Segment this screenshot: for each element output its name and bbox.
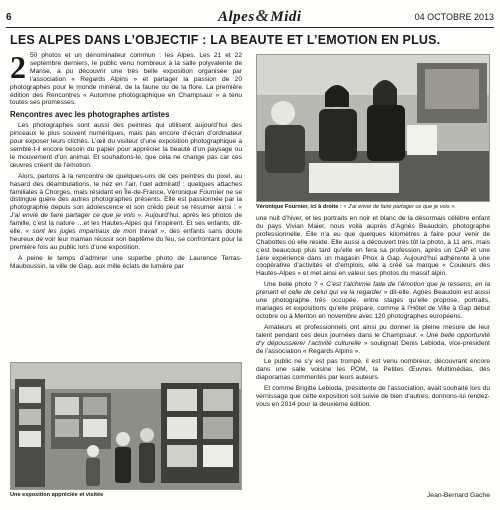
header-rule bbox=[6, 27, 494, 28]
masthead-right: Midi bbox=[270, 9, 302, 25]
paragraph-4-text-b: » dit-elle. Agnès Beaudoin est aussi une photographe très occupée, entre stages qu’elle propose, portraits, mariages et expositions qu’elle prépare, comme à l’Hôtel de Ville à Gap début octobre ou à Menton en novembre avec 120 photographes européens. bbox=[256, 289, 490, 320]
paragraph-4-quote: C’est l’alchimie faite de l’émotion que je ressens, en la prenant et celle de celui qui va la regarder bbox=[256, 281, 490, 297]
paragraph-5-text-b: » soulignait Denis Lebioda, vice-président de l’association « Regards Alpins ». bbox=[256, 339, 490, 355]
paragraph-1: Les photographes sont aussi des peintres qui utilisent aujourd’hui des pinceaux le plus souvent numériques, mais pas encore d’écran d’ordinateur pour exposer leurs clichés. L’œil du visiteur d’une exposition photographique a semblé-t-il encore besoin du papier pour apprécier la beauté d’un paysage ou le mouvement d’un animal. Et souhaitons-le, que cela ne change pas car ces œuvres créent de l’émotion. bbox=[10, 122, 242, 169]
lead-text: 50 photos et un dénominateur commun : les Alpes. Les 21 et 22 septembre derniers, le public venu nombreux à la salle polyvalente de Manse, a pu découvrir une très belle exposition organisée par l’association « Regards Alpins » et partager la passion de 20 photographes pour le monde minéral, de la faune ou de la flore. La première édition des Rencontres « Automne photographique en Champsaur » a tenu toutes ses promesses. bbox=[10, 52, 242, 107]
photo-exhibition bbox=[10, 362, 242, 490]
caption-name: Véronique Fournier, ici à droite : bbox=[256, 204, 344, 210]
paragraph-2-text-c: , des enfants sans doute heureux de voir leur maman réussir son baptême du feu, se confrontant pour la première fois au public lors d’une exposition. bbox=[10, 228, 242, 251]
masthead-left: Alpes bbox=[218, 9, 255, 25]
article-headline: LES ALPES DANS L’OBJECTIF : LA BEAUTE ET L’EMOTION EN PLUS. bbox=[10, 33, 441, 47]
paragraph-7: Et comme Brigitte Lebioda, présidente de l’association, avait souhaité lors du vernissage que cette exposition soit suivie de bien d’autres, donnons-lui rendez-vous en 2014 pour la deuxième édition. bbox=[256, 385, 490, 408]
paragraph-5 bbox=[256, 324, 490, 356]
caption-quote: « J’ai envie de faire partager ce que je vois ». bbox=[343, 204, 456, 210]
photo-bottom-caption: Une exposition appréciée et visitée bbox=[10, 492, 104, 498]
photo-photographers bbox=[256, 54, 490, 202]
paragraph-2-text-a: Alors, partons à la rencontre de quelques-uns de ces peintres du pixel, au hasard des déambulations, le nez en l’air, l’œil admiratif : quelques attaches familiales à Chorges, mais résidant en Île-de-France, Véronique Fournier ne se distingue guère des autres photographes présents. Elle est passionnée par la photographie depuis son adolescence et son crédo peut se résumer ainsi : bbox=[10, 172, 242, 212]
paragraph-4 bbox=[256, 281, 490, 321]
masthead-logo bbox=[218, 6, 302, 26]
masthead-amp: & bbox=[255, 6, 270, 25]
section-subhead: Rencontres avec les photographes artistes bbox=[10, 110, 170, 120]
paragraph-2-quote-2: « sont les juges impartiaux de mon travail » bbox=[25, 228, 165, 236]
paragraph-5-text-a: Amateurs et professionnels ont ainsi pu donner la pleine mesure de leur talent pendant ces deux journées dans le Champsaur. « bbox=[256, 323, 490, 339]
paragraph-3: A peine le temps d’admirer une superbe photo de Laurence Terras-Mauboussin, la ville de Gap, aux mille éclats de lumière par bbox=[10, 254, 242, 270]
paragraph-2 bbox=[10, 173, 242, 252]
drop-cap: 2 bbox=[10, 49, 26, 85]
exhibition-image bbox=[11, 363, 242, 490]
article-column-right bbox=[256, 215, 490, 412]
photo-top-caption bbox=[256, 204, 490, 211]
article-byline: Jean-Bernard Gache bbox=[426, 492, 490, 499]
lead-paragraph bbox=[10, 49, 242, 107]
paragraph-6: Le public ne s’y est pas trompé, il est venu nombreux, découvrant encore dans une salle voisine les POM, la Petites Œuvres Multimédias, des diaporamas commentés par leurs auteurs. bbox=[256, 358, 490, 382]
photographers-image bbox=[257, 55, 490, 202]
article-column-left bbox=[10, 49, 242, 274]
page-number: 6 bbox=[6, 12, 12, 23]
page-header bbox=[6, 6, 494, 28]
issue-date: 04 OCTOBRE 2013 bbox=[414, 12, 494, 22]
paragraph-5-quote: Une belle opportunité d’y dépoussiérer l’activité culturelle bbox=[256, 331, 490, 347]
paragraph-4-text-a: Une belle photo ? « bbox=[264, 281, 327, 289]
paragraph-2-text-b: Aujourd’hui, après les photos de famille, c’est la nature …et les Hautes-Alpes qui l’inspirent. Et ses enfants, dit-elle, bbox=[10, 212, 242, 236]
paragraph-2-quote-1: « J’ai envie de faire partager ce que je vois ». bbox=[10, 204, 242, 220]
paragraph-col2-top: une nuit d’hiver, et les portraits en noir et blanc de la désormais célèbre enfant du pays Vivian Maier, nous voilà auprès d’Agnès Beaudoin, photographe professionnelle. Elle n’a eu que quelques kilomètres à faire pour venir de Chabottes où elle réside. Elle aussi a découvert très tôt la photo, à 11 ans, mais c’est beaucoup plus tard qu’elle en fera sa profession, après un CAP et une 1ère expérience dans un magasin Phox à Gap. Aujourd’hui adhérente à une coopérative d’activités et d’emplois, elle a créé sa marque « Couleurs des Hautes-Alpes » et met ainsi en valeur ses photos du massif alpin. bbox=[256, 215, 490, 278]
